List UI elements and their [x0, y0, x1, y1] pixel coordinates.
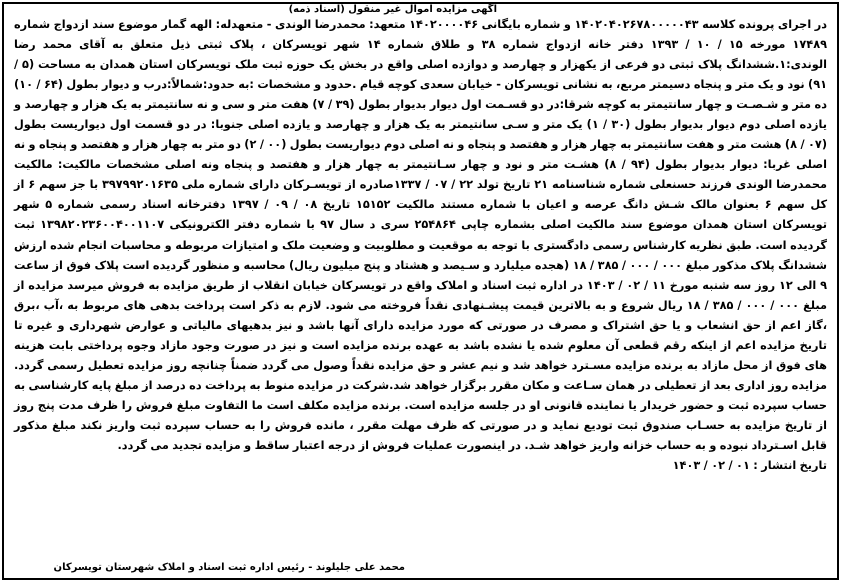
- notice-body-container: [14, 15, 827, 476]
- notice-signature: محمد علی جلیلوند - رئیس اداره ثبت اسناد و املاک شهرستان تویسرکان: [53, 562, 405, 573]
- notice-title: آگهی مزایده اموال غیر منقول (اسناد ذمه): [288, 4, 497, 15]
- auction-notice: [2, 2, 839, 580]
- notice-body-text: در اجرای پرونده کلاسه ۱۴۰۲۰۴۰۲۶۷۸۰۰۰۰۰۴۳ و شماره بایگانی ۱۴۰۲۰۰۰۰۴۶ متعهد: محمدرضا الوندی - متعهدله: الهه گمار موضوع سند ازدواج شماره ۱۷۴۸۹ مورخه ۱۵ / ۱۰ / ۱۳۹۳ دفتر خانه ازدواج شماره ۳۸ و طلاق شماره ۱۴ شهر تویسرکان ، پلاک ثبتی ذیل متعلق به آقای محمد رضا الوندی:۱.ششدانگ پلاک ثبتی دو فرعی از یکهزار و چهارصد و دوازده اصلی واقع در بخش یک حوزه ثبت ملک تویسرکان استان همدان به مساحت (۵ / ۹۱) نود و یک متر و پنجاه دسیمتر مربع، به نشانی تویسرکان - خیابان سعدی کوچه قیام .حدود و مشخصات :به حدود:شمالاً:درب و دیوار بطول (۶۴ / ۱۰) ده متر و شـصـت و چهار سانتیمتر به کوچه شرقا:در دو قسـمت اول دیوار بدیوار بطول (۳۹ / ۷) هفت متر و سی و نه سانتیمتر به یک هزار و چهارصد و یازده اصلی دوم دیوار بدیوار بطول (۳۰ / ۱) یک متر و سـی سانتیمتر به یک هزار و چهارصد و یازده اصلی جنوبا: در دو قسمت اول دیواریست بطول (۰۷ / ۸) هشت متر و هفت سانتیمتر به چهار هزار و هفتصد و پنجاه و نه اصلی دوم دیواریست بطول (۰۰ / ۲) دو متر به چهار هزار و هفتصد و پنجاه و نه اصلی غربا: دیوار بدیوار بطول (۹۴ / ۸) هشـت متر و نود و چهار سـانتیمتر به چهار هزار و هفتصد و پنجاه ونه اصلی مشخصات مالکیت: مالکیت محمدرضا الوندی فرزند حسنعلی شماره شناسنامه ۲۱ تاریخ تولد ۲۲ / ۰۷ / ۱۳۳۷صادره از تویسـرکان دارای شماره ملی ۳۹۷۹۹۲۰۱۶۳۵ با جز سهم ۶ از کل سهم ۶ بعنوان مالک شـش دانگ عرصه و اعیان با شماره مستند مالکیت ۱۵۱۵۲ تاریخ ۰۸ / ۰۹ / ۱۳۹۷ دفترخانه اسناد رسمی شماره ۵ شهر تویسرکان استان همدان موضوع سند مالکیت اصلی بشماره چاپی ۲۵۴۸۶۴ سری د سال ۹۷ با شماره دفتر الکترونیکی ۱۳۹۸۲۰۲۳۶۰۰۴۰۰۱۱۰۷ ثبت گردیده است. طبق نظریه کارشناس رسمی دادگستری با توجه به موقعیت و مطلوبیت و وضعیت ملک و امتیازات مربوطه و محاسبات انجام شده ارزش ششدانگ پلاک مذکور مبلغ ۰۰۰ / ۰۰۰ / ۳۸۵ / ۱۸ (هجده میلیارد و سـیصد و هشتاد و پنج میلیون ریال) محاسبه و منظور گردیده است پلاک فوق از ساعت ۹ الی ۱۲ روز سه شنبه مورخ ۱۱ / ۰۲ / ۱۴۰۳ در اداره ثبت اسناد و املاک واقع در تویسرکان خیابان انقلاب از طریق مزایده به فروش میرسد مزایده از مبلغ ۰۰۰ / ۰۰۰ / ۳۸۵ / ۱۸ ریال شروع و به بالاترین قیمت پیشـنهادی نقداً فروخته می شود. لازم به ذکر است پرداخت بدهی های مربوط به ،آب ،برق ،گاز اعم از حق انشعاب و یا حق اشتراک و مصرف در صورتی که مورد مزایده دارای آنها باشد و نیز بدهیهای مالیاتی و عوارض شهرداری و غیره تا تاریخ مزایده اعم از اینکه رقم قطعی آن معلوم شده یا نشده باشد به عهده برنده مزایده است و نیز در صورت وجود مازاد وجوه پرداختی بابت هزینه های فوق از محل مازاد به برنده مزایده مسـترد خواهد شد و نیم عشر و حق مزایده نقداً وصول می گردد ضمناً چنانچه روز مزایده تعطیل رسمی گردد. مزایده روز اداری بعد از تعطیلی در همان سـاعت و مکان مقرر برگزار خواهد شد.شرکت در مزایده منوط به پرداخت ده درصد از مبلغ پایه کارشناسی به حساب سپرده ثبت و حضور خریدار یا نماینده قانونی او در جلسه مزایده است. برنده مزایده مکلف است ما التفاوت مبلغ فروش را ظرف مدت پنج روز از تاریخ مزایده به حسـاب صندوق ثبت تودیع نماید و در صورتی که ظرف مهلت مقرر ، مانده فروش را به حساب سپرده ثبت واریز نکند مبلغ مذکور قابل اسـترداد نبوده و به حساب خزانه واریز خواهد شـد. در اینصورت عملیات فروش از درجه اعتبار ساقط و مزایده تجدید می گردد.: [14, 18, 828, 452]
- publication-date: تاریخ انتشار : ۰۱ / ۰۲ / ۱۴۰۳: [672, 459, 827, 473]
